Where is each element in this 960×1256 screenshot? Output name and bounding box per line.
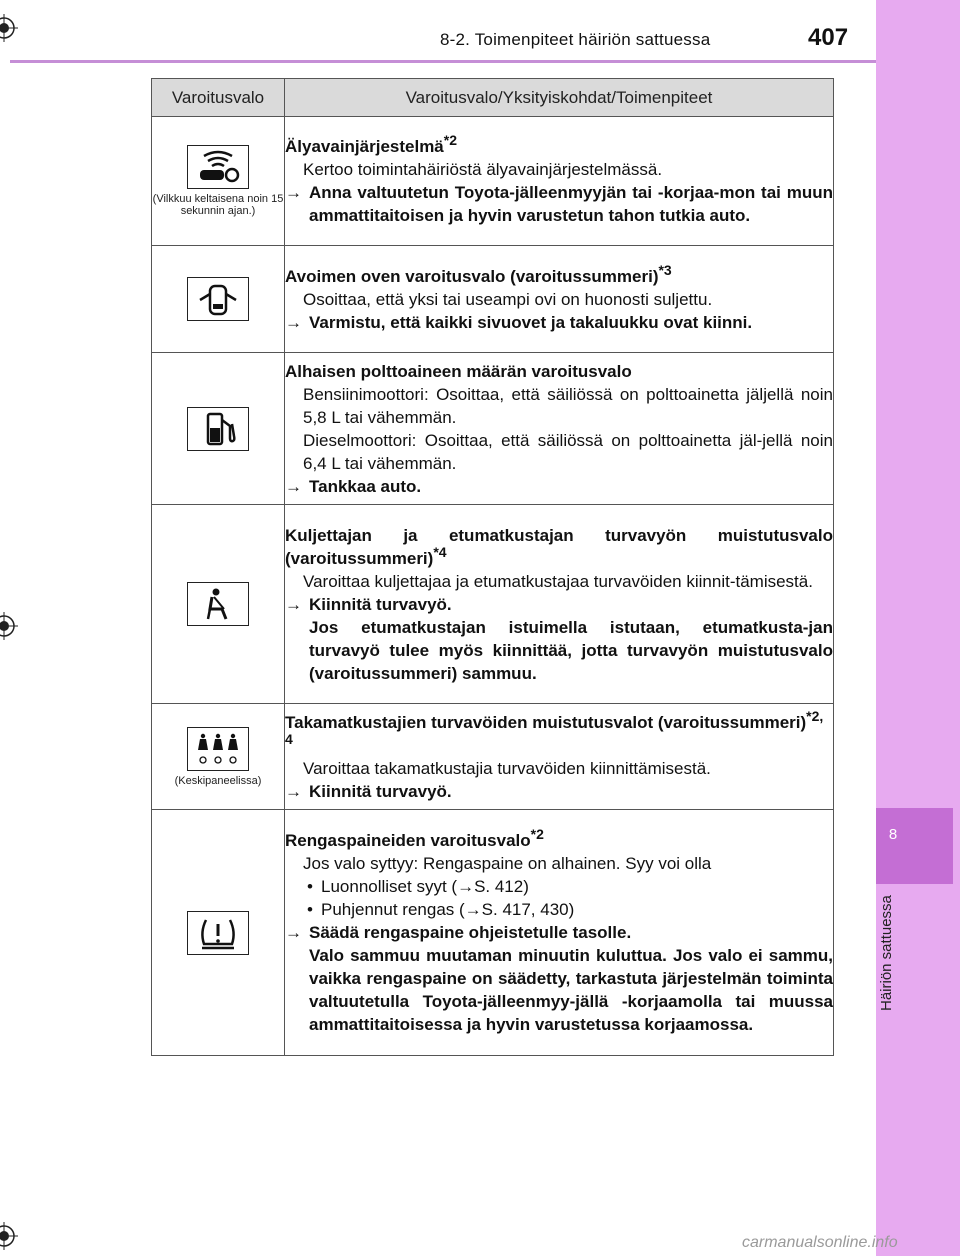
watermark: carmanualsonline.info [742, 1234, 898, 1251]
row-description: Osoittaa, että yksi tai useampi ovi on huonosti suljettu. [303, 289, 713, 309]
chapter-tab-strip [876, 0, 960, 1256]
icon-note: (Keskipaneelissa) [174, 774, 262, 787]
column-header-details: Varoitusvalo/Yksityiskohdat/Toimenpiteet [285, 79, 834, 117]
row-description: Varoittaa kuljettajaa ja etumatkustajaa turvavöiden kiinnit-tämisestä. [303, 571, 813, 591]
details-cell [285, 810, 834, 1056]
row-description: Kertoo toimintahäiriöstä älyavainjärjestelmässä. [303, 160, 663, 179]
section-title: 8-2. Toimenpiteet häiriön sattuessa [440, 30, 711, 49]
tire-pressure-icon [187, 911, 249, 955]
table-row [152, 246, 834, 353]
icon-cell [152, 704, 285, 810]
row-title: Rengaspaineiden varoitusvalo$^{*2}$ [285, 826, 544, 850]
table-row [152, 505, 834, 704]
row-description: Varoittaa takamatkustajia turvavöiden kiinnittämisestä. [303, 758, 711, 778]
icon-cell [152, 353, 285, 505]
row-action: → Varmistu, että kaikki sivuovet ja takaluukku ovat kiinni. [285, 312, 753, 332]
table-row [152, 704, 834, 810]
table-row [152, 353, 834, 505]
row-action: → Kiinnitä turvavyö. [285, 594, 452, 614]
table-header-row [152, 79, 834, 117]
warning-lights-table [151, 78, 834, 1056]
icon-cell [152, 246, 285, 353]
registration-mark-icon [0, 1222, 18, 1250]
icon-cell [152, 505, 285, 704]
details-cell [285, 704, 834, 810]
row-action-detail: Valo sammuu muutaman minuutin kuluttua. Jos valo ei sammu, vaikka rengaspaine on säädetty, tarkastuta järjestelmän toiminta valtuutetulla Toyota-jälleenmyy-jällä -korjaamolla tai muussa ammattitaitoisessa ja hyvin varustetussa korjaamossa. [309, 946, 833, 1034]
row-action: → Tankkaa auto. [285, 476, 422, 496]
registration-mark-icon [0, 612, 18, 640]
icon-cell [152, 117, 285, 246]
page-number: 407 [808, 24, 849, 51]
rear-seatbelt-icon [187, 727, 249, 771]
row-description: Bensiinimoottori: Osoittaa, että säiliössä on polttoainetta jäljellä noin 5,8 L tai vähemmän. [303, 384, 833, 427]
row-action: → Kiinnitä turvavyö. [285, 781, 452, 801]
fuel-pump-icon [187, 407, 249, 451]
table-row [152, 810, 834, 1056]
registration-mark-icon [0, 14, 18, 42]
smart-key-icon [187, 145, 249, 189]
chapter-label: Häiriön sattuessa [878, 895, 895, 1011]
row-description: Jos valo syttyy: Rengaspaine on alhainen. Syy voi olla [303, 854, 712, 873]
details-cell [285, 353, 834, 505]
chapter-number: 8 [888, 826, 898, 843]
chapter-number-box [876, 808, 953, 884]
row-title: Alhaisen polttoaineen määrän varoitusvalo [285, 361, 632, 381]
row-title: Kuljettajan ja etumatkustajan turvavyön muistutusvalo (varoitussummeri)$^{*4}$ [285, 525, 833, 568]
header-divider [10, 60, 876, 63]
row-action-detail: Jos etumatkustajan istuimella istutaan, etumatkusta-jan turvavyö tulee myös kiinnittää, jotta turvavyön muistutusvalo (varoitussummeri) sammuu. [309, 617, 833, 683]
list-item: • Luonnolliset syyt (→S. 412) [285, 875, 833, 898]
icon-cell [152, 810, 285, 1056]
column-header-warning-light: Varoitusvalo [152, 79, 285, 117]
details-cell [285, 117, 834, 246]
seatbelt-icon [187, 582, 249, 626]
icon-note: (Vilkkuu keltaisena noin 15 sekunnin ajan.) [152, 193, 284, 217]
open-door-icon [187, 277, 249, 321]
list-item: • Puhjennut rengas (→S. 417, 430) [285, 898, 833, 921]
row-title: Takamatkustajien turvavöiden muistutusvalot (varoitussummeri)$^{*2, 4}$ [285, 707, 824, 747]
row-action: → Anna valtuutetun Toyota-jälleenmyyjän tai -korjaa-mon tai muun ammattitaitoisen ja hyvin varustetun tahon tutkia auto. [285, 183, 833, 225]
details-cell [285, 246, 834, 353]
row-action: → Säädä rengaspaine ohjeistetulle tasolle. [285, 923, 632, 942]
row-description-diesel: Dieselmoottori: Osoittaa, että säiliössä on polttoainetta jäl-jellä noin 6,4 L tai vähemmän. [303, 430, 833, 473]
details-cell [285, 505, 834, 704]
table-row [152, 117, 834, 246]
row-title: Avoimen oven varoitusvalo (varoitussummeri)$^{*3}$ [285, 261, 672, 286]
row-title: Älyavainjärjestelmä$^{*2}$ [285, 132, 457, 156]
